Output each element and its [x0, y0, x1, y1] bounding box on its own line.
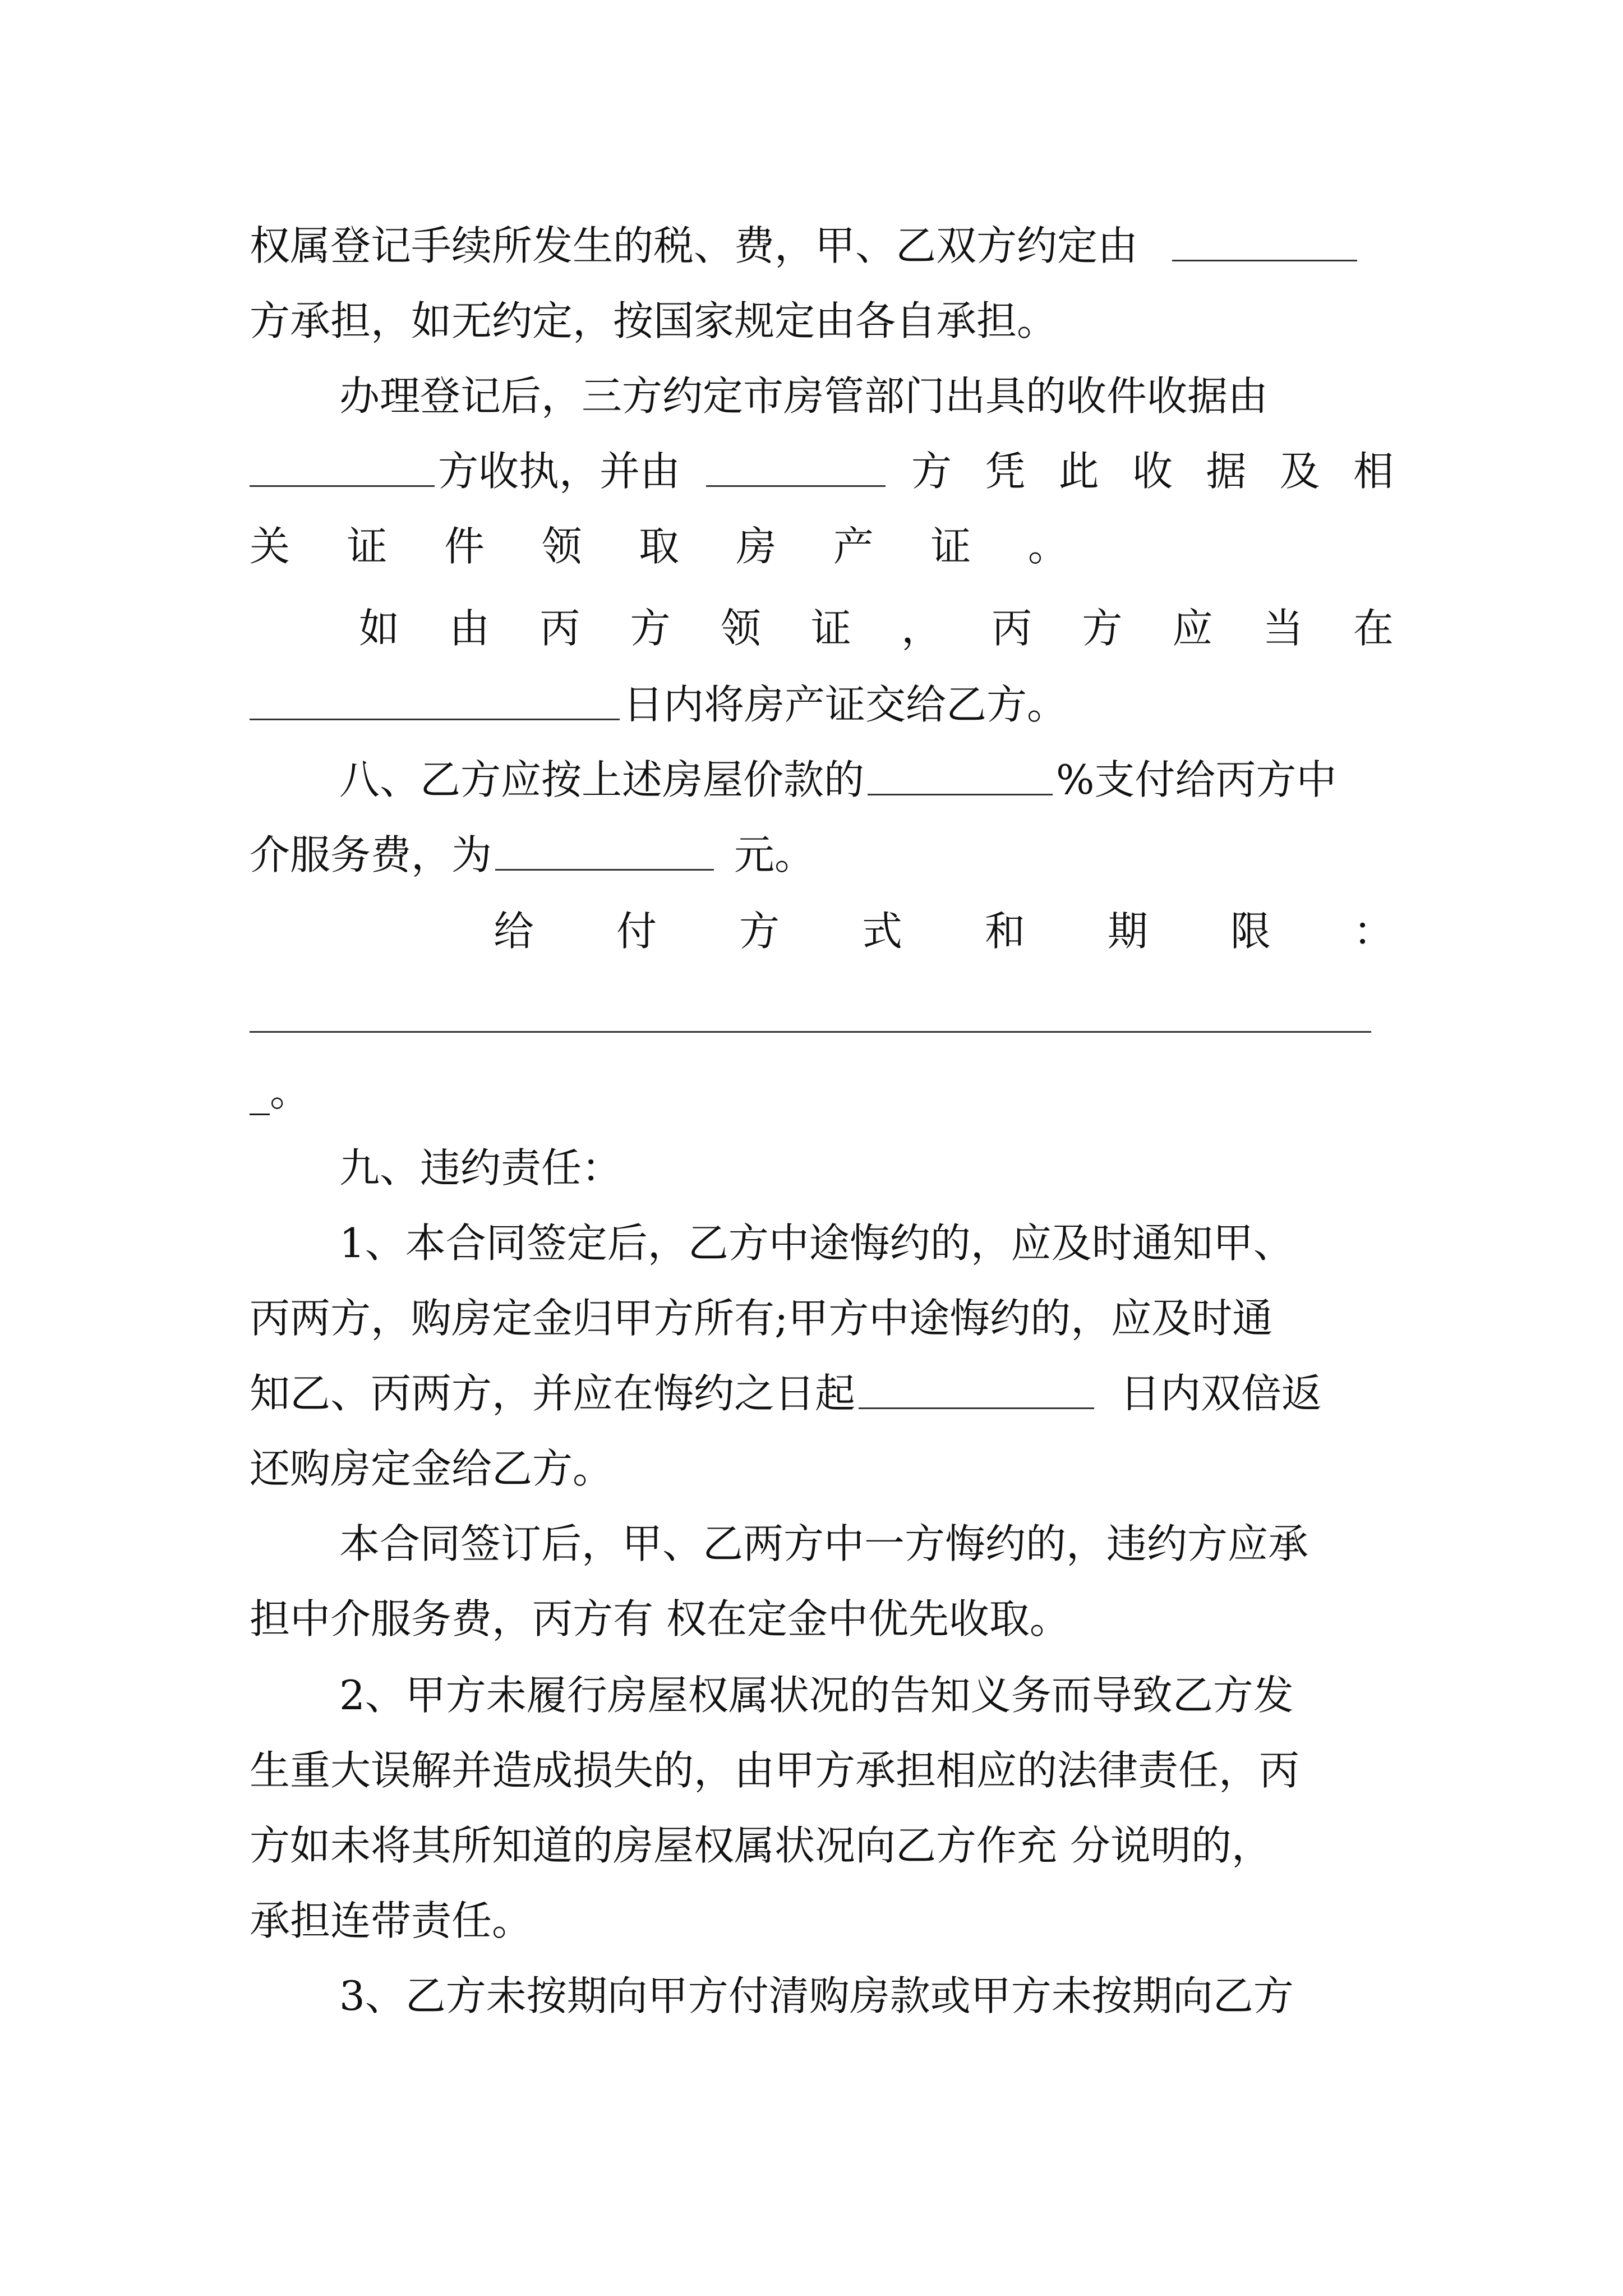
char: 期: [1107, 908, 1148, 955]
blank-days-refund: [859, 1374, 1094, 1409]
char: 证: [347, 523, 388, 570]
text-line-14: 丙两方，购房定金归甲方所有;甲方中途悔约的，应及时通: [250, 1295, 1273, 1342]
char: 件: [444, 523, 485, 570]
char: ，: [901, 605, 942, 652]
blank-bearer-party: [1172, 226, 1357, 261]
text-line-1: [250, 212, 1394, 279]
char: 关: [250, 523, 291, 570]
line-8-text-b: %支付给丙方中: [1056, 756, 1337, 803]
char: 丙: [992, 605, 1032, 652]
text-line-23: 3、乙方未按期向甲方付清购房款或甲方未按期向乙方: [339, 1972, 1294, 2019]
char: 凭: [985, 448, 1026, 495]
char: 收: [1132, 448, 1173, 495]
char: 证: [930, 523, 971, 570]
line-7-text: 日内将房产证交给乙方。: [623, 681, 1068, 728]
blank-payment-method: [250, 1031, 1371, 1033]
text-line-13: 1、本合同签定后，乙方中途悔约的，应及时通知甲、: [339, 1220, 1294, 1267]
char: 相: [1353, 448, 1394, 495]
text-line-11: _。: [250, 1068, 311, 1115]
char: 领: [720, 605, 761, 652]
char: 给: [494, 908, 534, 955]
char: 取: [638, 523, 679, 570]
char: 式: [861, 908, 902, 955]
text-line-18: 担中介服务费，丙方有 权在定金中优先收取。: [250, 1595, 1070, 1642]
blank-fee-percent: [868, 760, 1053, 795]
text-line-17: 本合同签订后，甲、乙两方中一方悔约的，违约方应承: [339, 1520, 1309, 1567]
blank-certificate-collector: [706, 452, 886, 487]
blank-receipt-holder: [250, 452, 435, 487]
char: 限: [1230, 908, 1271, 955]
char: 此: [1058, 448, 1099, 495]
line-15-text-b: 日内双倍返: [1120, 1370, 1322, 1417]
char: 如: [359, 605, 400, 652]
text-line-15: [250, 1360, 1394, 1427]
char: 证: [810, 605, 851, 652]
char: 领: [541, 523, 582, 570]
char: 方: [911, 448, 952, 495]
char: 和: [984, 908, 1025, 955]
line-1-text: 权属登记手续所发生的税、费，甲、乙双方约定由: [250, 222, 1138, 269]
char: 由: [449, 605, 490, 652]
char: 在: [1353, 605, 1394, 652]
blank-fee-amount: [495, 835, 714, 871]
char: 付: [616, 908, 657, 955]
section-heading-breach: 九、违约责任：: [339, 1144, 623, 1191]
char: 房: [736, 523, 777, 570]
char: 产: [833, 523, 874, 570]
text-line-2: 方承担，如无约定，按国家规定由各自承担。: [250, 297, 1058, 344]
text-line-21: 方如未将其所知道的房屋权属状况向乙方作充 分说明的，: [250, 1822, 1272, 1869]
char: 据: [1206, 448, 1247, 495]
text-line-22: 承担连带责任。: [250, 1897, 533, 1944]
text-line-10: [494, 898, 1394, 965]
line-15-text-a: 知乙、丙两方，并应在悔约之日起: [250, 1370, 856, 1417]
line-8-text-a: 八、乙方应按上述房屋价款的: [339, 756, 865, 803]
text-line-6: [359, 595, 1394, 662]
line-9-text-a: 介服务费，为: [250, 831, 492, 878]
text-line-8: [250, 746, 1483, 813]
text-line-5: [250, 513, 1068, 580]
text-line-4: [250, 438, 1394, 505]
line-4-text-a: 方收执，并由: [438, 448, 681, 495]
blank-days-deliver: [250, 685, 620, 720]
text-line-19: 2、甲方未履行房屋权属状况的告知义务而导致乙方发: [339, 1672, 1294, 1719]
char: 应: [1172, 605, 1213, 652]
text-line-9: [250, 821, 1394, 889]
line-4-spaced-text: [911, 438, 1394, 505]
char: 丙: [540, 605, 580, 652]
char: 方: [1082, 605, 1123, 652]
char: 方: [630, 605, 671, 652]
text-line-16: 还购房定金给乙方。: [250, 1445, 614, 1492]
text-line-7: [250, 671, 1394, 738]
char: 当: [1262, 605, 1303, 652]
char: 及: [1279, 448, 1320, 495]
char: ：: [1353, 908, 1394, 955]
line-5-spaced-text: [250, 513, 1068, 580]
char: 。: [1027, 523, 1068, 570]
text-line-20: 生重大误解并造成损失的，由甲方承担相应的法律责任，丙: [250, 1747, 1300, 1794]
line-9-text-b: 元。: [734, 831, 815, 878]
text-line-3: 办理登记后，三方约定市房管部门出具的收件收据由: [339, 372, 1269, 420]
char: 方: [739, 908, 780, 955]
